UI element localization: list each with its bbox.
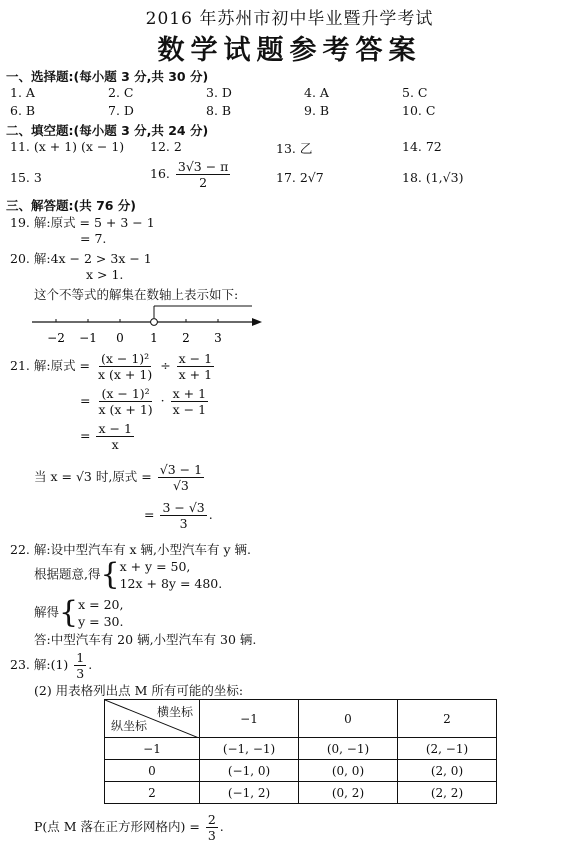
section-choice-heading: 一、选择题:(每小题 3 分,共 30 分) xyxy=(6,69,209,84)
fraction xyxy=(171,386,208,417)
period: . xyxy=(208,507,213,522)
fraction xyxy=(96,386,154,417)
table-cell: (0, 2) xyxy=(299,782,398,804)
page-title: 数学试题参考答案 xyxy=(157,35,422,66)
table-cell: (2, 2) xyxy=(398,782,497,804)
fill-answer-13: 13. 乙 xyxy=(276,141,313,156)
table-cell: (−1, 2) xyxy=(200,782,299,804)
q21-step3 xyxy=(80,421,136,452)
fraction xyxy=(177,351,214,382)
fraction-denominator: √3 xyxy=(172,478,189,493)
choice-answer-10: 10. C xyxy=(402,103,436,118)
table-cell: (0, −1) xyxy=(299,738,398,760)
choice-answer-5: 5. C xyxy=(402,85,428,100)
fraction-denominator: 2 xyxy=(199,175,208,190)
fill-16-label: 16. xyxy=(150,166,170,181)
q21-step1 xyxy=(10,351,216,382)
column-header: 0 xyxy=(299,700,398,738)
row-header: 0 xyxy=(105,760,200,782)
fraction-numerator: (x − 1)² xyxy=(101,386,150,401)
table-row xyxy=(105,782,497,804)
fraction-numerator: x − 1 xyxy=(178,351,213,366)
row-header: 2 xyxy=(105,782,200,804)
tick-label: −1 xyxy=(79,331,97,345)
fraction-denominator: 3 xyxy=(179,516,188,531)
table-cell: (0, 0) xyxy=(299,760,398,782)
q22-system2 xyxy=(34,596,123,630)
choice-answer-7: 7. D xyxy=(108,103,134,118)
q22-line2: 根据题意,得 xyxy=(34,566,101,582)
fraction-denominator: x + 1 xyxy=(178,367,213,382)
q19-line2: = 7. xyxy=(80,231,107,246)
equals-sign: = xyxy=(80,428,91,443)
fill-answer-18: 18. (1,√3) xyxy=(402,170,464,185)
q21-step2 xyxy=(80,386,210,417)
tick-label: 0 xyxy=(116,331,124,345)
fraction-numerator: 1 xyxy=(76,650,85,665)
q20-line2: x > 1. xyxy=(86,267,124,282)
fraction-denominator: x xyxy=(111,437,119,452)
exam-title: 2016 年苏州市初中毕业暨升学考试 xyxy=(145,9,434,29)
equals-sign: = xyxy=(144,507,155,522)
corner-top-label: 横坐标 xyxy=(156,705,193,719)
choice-answer-8: 8. B xyxy=(206,103,232,118)
row-header: −1 xyxy=(105,738,200,760)
choice-answer-9: 9. B xyxy=(304,103,330,118)
number-line xyxy=(30,300,270,348)
fraction xyxy=(96,421,133,452)
equation: 12x + 8y = 480. xyxy=(119,576,223,591)
fraction-numerator: 3 − √3 xyxy=(162,500,205,515)
left-brace: { xyxy=(100,557,120,592)
section-fill-heading: 二、填空题:(每小题 3 分,共 24 分) xyxy=(6,123,209,138)
q21-label: 21. 解:原式 = xyxy=(10,358,91,373)
tick-label: 3 xyxy=(214,331,222,345)
multiply-operator: · xyxy=(160,393,165,408)
fraction xyxy=(158,462,204,493)
fill-answer-12: 12. 2 xyxy=(150,139,182,154)
fraction xyxy=(206,812,218,843)
q21-when-text: 当 x = √3 时,原式 = xyxy=(34,469,152,484)
fill-answer-17: 17. 2√7 xyxy=(276,170,324,185)
number-line-arrow xyxy=(252,318,262,326)
fraction-denominator: x (x + 1) xyxy=(98,367,153,382)
divide-operator: ÷ xyxy=(160,358,171,373)
table-cell: (2, −1) xyxy=(398,738,497,760)
section-solve-heading: 三、解答题:(共 76 分) xyxy=(6,198,137,213)
fraction-numerator: √3 − 1 xyxy=(159,462,203,477)
fraction-denominator: 3 xyxy=(207,828,216,843)
fraction-denominator: 3 xyxy=(76,666,85,681)
tick-label: −2 xyxy=(47,331,65,345)
q20-line1: 20. 解:4x − 2 > 3x − 1 xyxy=(10,251,152,266)
column-header: 2 xyxy=(398,700,497,738)
q23-part2: (2) 用表格列出点 M 所有可能的坐标: xyxy=(34,683,244,698)
fill-16-fraction xyxy=(176,159,231,190)
corner-bottom-label: 纵坐标 xyxy=(111,719,148,733)
q19-line1: 19. 解:原式 = 5 + 3 − 1 xyxy=(10,215,155,230)
fill-answer-15: 15. 3 xyxy=(10,170,42,185)
fraction xyxy=(160,500,206,531)
choice-answer-4: 4. A xyxy=(304,85,329,100)
equation: x = 20, xyxy=(78,597,124,612)
fill-answer-16 xyxy=(150,159,232,190)
fraction-denominator: x − 1 xyxy=(172,402,207,417)
choice-answer-6: 6. B xyxy=(10,103,36,118)
table-row xyxy=(105,738,497,760)
q22-line1: 22. 解:设中型汽车有 x 辆,小型汽车有 y 辆. xyxy=(10,542,252,557)
table-header-row xyxy=(105,700,497,738)
equation-system xyxy=(78,596,123,630)
left-brace: { xyxy=(59,595,79,630)
choice-answer-3: 3. D xyxy=(206,85,232,100)
fill-answer-11: 11. (x + 1) (x − 1) xyxy=(10,139,125,154)
q21-step5 xyxy=(144,500,213,531)
fraction-denominator: x (x + 1) xyxy=(98,402,153,417)
equals-sign: = xyxy=(80,393,91,408)
period: . xyxy=(88,657,93,672)
tick-label: 2 xyxy=(182,331,190,345)
table-cell: (2, 0) xyxy=(398,760,497,782)
table-cell: (−1, 0) xyxy=(200,760,299,782)
corner-cell xyxy=(105,700,200,738)
fraction-numerator: 2 xyxy=(207,812,216,827)
q23-part1-label: 23. 解:(1) xyxy=(10,657,69,672)
fraction-numerator: x + 1 xyxy=(172,386,207,401)
q22-line4: 答:中型汽车有 20 辆,小型汽车有 30 辆. xyxy=(34,632,257,647)
period: . xyxy=(219,819,224,834)
equation: y = 30. xyxy=(78,614,124,629)
column-header: −1 xyxy=(200,700,299,738)
table-row xyxy=(105,760,497,782)
fraction-numerator: 3√3 − π xyxy=(177,159,229,174)
q23-part1 xyxy=(10,650,92,681)
open-circle-point xyxy=(151,319,158,326)
tick-label: 1 xyxy=(150,331,158,345)
fill-answer-14: 14. 72 xyxy=(402,139,442,154)
probability-label: P(点 M 落在正方形网格内) = xyxy=(34,819,200,834)
choice-answer-1: 1. A xyxy=(10,85,35,100)
fraction-numerator: (x − 1)² xyxy=(101,351,150,366)
fraction xyxy=(96,351,154,382)
q21-step4 xyxy=(34,462,206,493)
q22-line3: 解得 xyxy=(34,604,60,620)
equation-system xyxy=(120,558,223,592)
choice-answer-2: 2. C xyxy=(108,85,134,100)
q20-line3: 这个不等式的解集在数轴上表示如下: xyxy=(34,287,239,302)
fraction xyxy=(74,650,86,681)
q22-system1 xyxy=(34,558,222,592)
equation: x + y = 50, xyxy=(119,559,191,574)
coordinate-table xyxy=(104,699,497,804)
table-cell: (−1, −1) xyxy=(200,738,299,760)
fraction-numerator: x − 1 xyxy=(98,421,132,436)
q23-probability xyxy=(34,812,224,843)
